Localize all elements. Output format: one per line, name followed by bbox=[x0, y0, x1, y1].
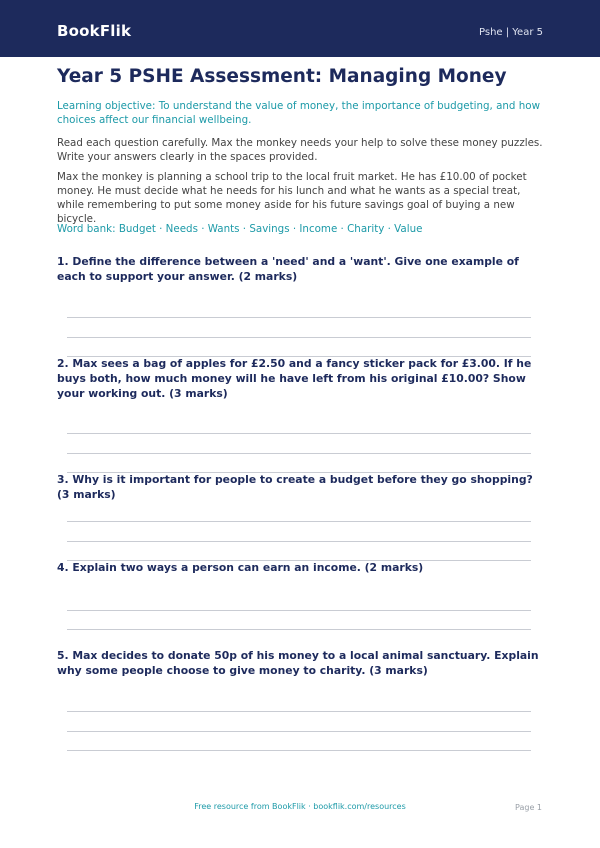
footer-credit: Free resource from BookFlik · bookflik.com/resources bbox=[194, 802, 406, 811]
subject-year-label: Pshe | Year 5 bbox=[479, 27, 543, 38]
scenario-text: Max the monkey is planning a school trip to the local fruit market. He has £10.00 of pocket money. He must decide what he needs for his lunch and what he wants as a special treat, while remembering to put some money aside for his future savings goal of buying a new bicycle. bbox=[57, 171, 527, 225]
question-3: 3. Why is it important for people to create a budget before they go shopping? (3 marks) bbox=[57, 473, 533, 501]
answer-line-2b[interactable] bbox=[67, 453, 531, 454]
question-1: 1. Define the difference between a 'need' and a 'want'. Give one example of each to support your answer. (2 marks) bbox=[57, 255, 519, 283]
question-2: 2. Max sees a bag of apples for £2.50 and a fancy sticker pack for £3.00. If he buys both, how much money will he have left from his original £10.00? Show your working out. (3 marks) bbox=[57, 357, 532, 400]
answer-line-5c[interactable] bbox=[67, 750, 531, 751]
page-number: Page 1 bbox=[515, 803, 542, 812]
answer-line-5a[interactable] bbox=[67, 711, 531, 712]
answer-line-3a[interactable] bbox=[67, 521, 531, 522]
answer-line-4b[interactable] bbox=[67, 629, 531, 630]
answer-line-4a[interactable] bbox=[67, 610, 531, 611]
answer-line-5b[interactable] bbox=[67, 731, 531, 732]
question-4: 4. Explain two ways a person can earn an income. (2 marks) bbox=[57, 561, 424, 574]
page-title: Year 5 PSHE Assessment: Managing Money bbox=[57, 66, 507, 87]
answer-line-1a[interactable] bbox=[67, 317, 531, 318]
answer-line-3b[interactable] bbox=[67, 541, 531, 542]
learning-objective: Learning objective: To understand the value of money, the importance of budgeting, and how choices affect our financial wellbeing. bbox=[57, 100, 540, 126]
question-5: 5. Max decides to donate 50p of his money to a local animal sanctuary. Explain why some people choose to give money to charity. (3 marks) bbox=[57, 649, 539, 677]
brand-logo: BookFlik bbox=[57, 22, 132, 40]
answer-line-2a[interactable] bbox=[67, 433, 531, 434]
word-bank: Word bank: Budget · Needs · Wants · Savings · Income · Charity · Value bbox=[57, 223, 423, 235]
header-bar bbox=[0, 0, 600, 57]
instructions-text: Read each question carefully. Max the monkey needs your help to solve these money puzzles. Write your answers clearly in the spaces provided. bbox=[57, 137, 543, 163]
answer-line-1b[interactable] bbox=[67, 337, 531, 338]
